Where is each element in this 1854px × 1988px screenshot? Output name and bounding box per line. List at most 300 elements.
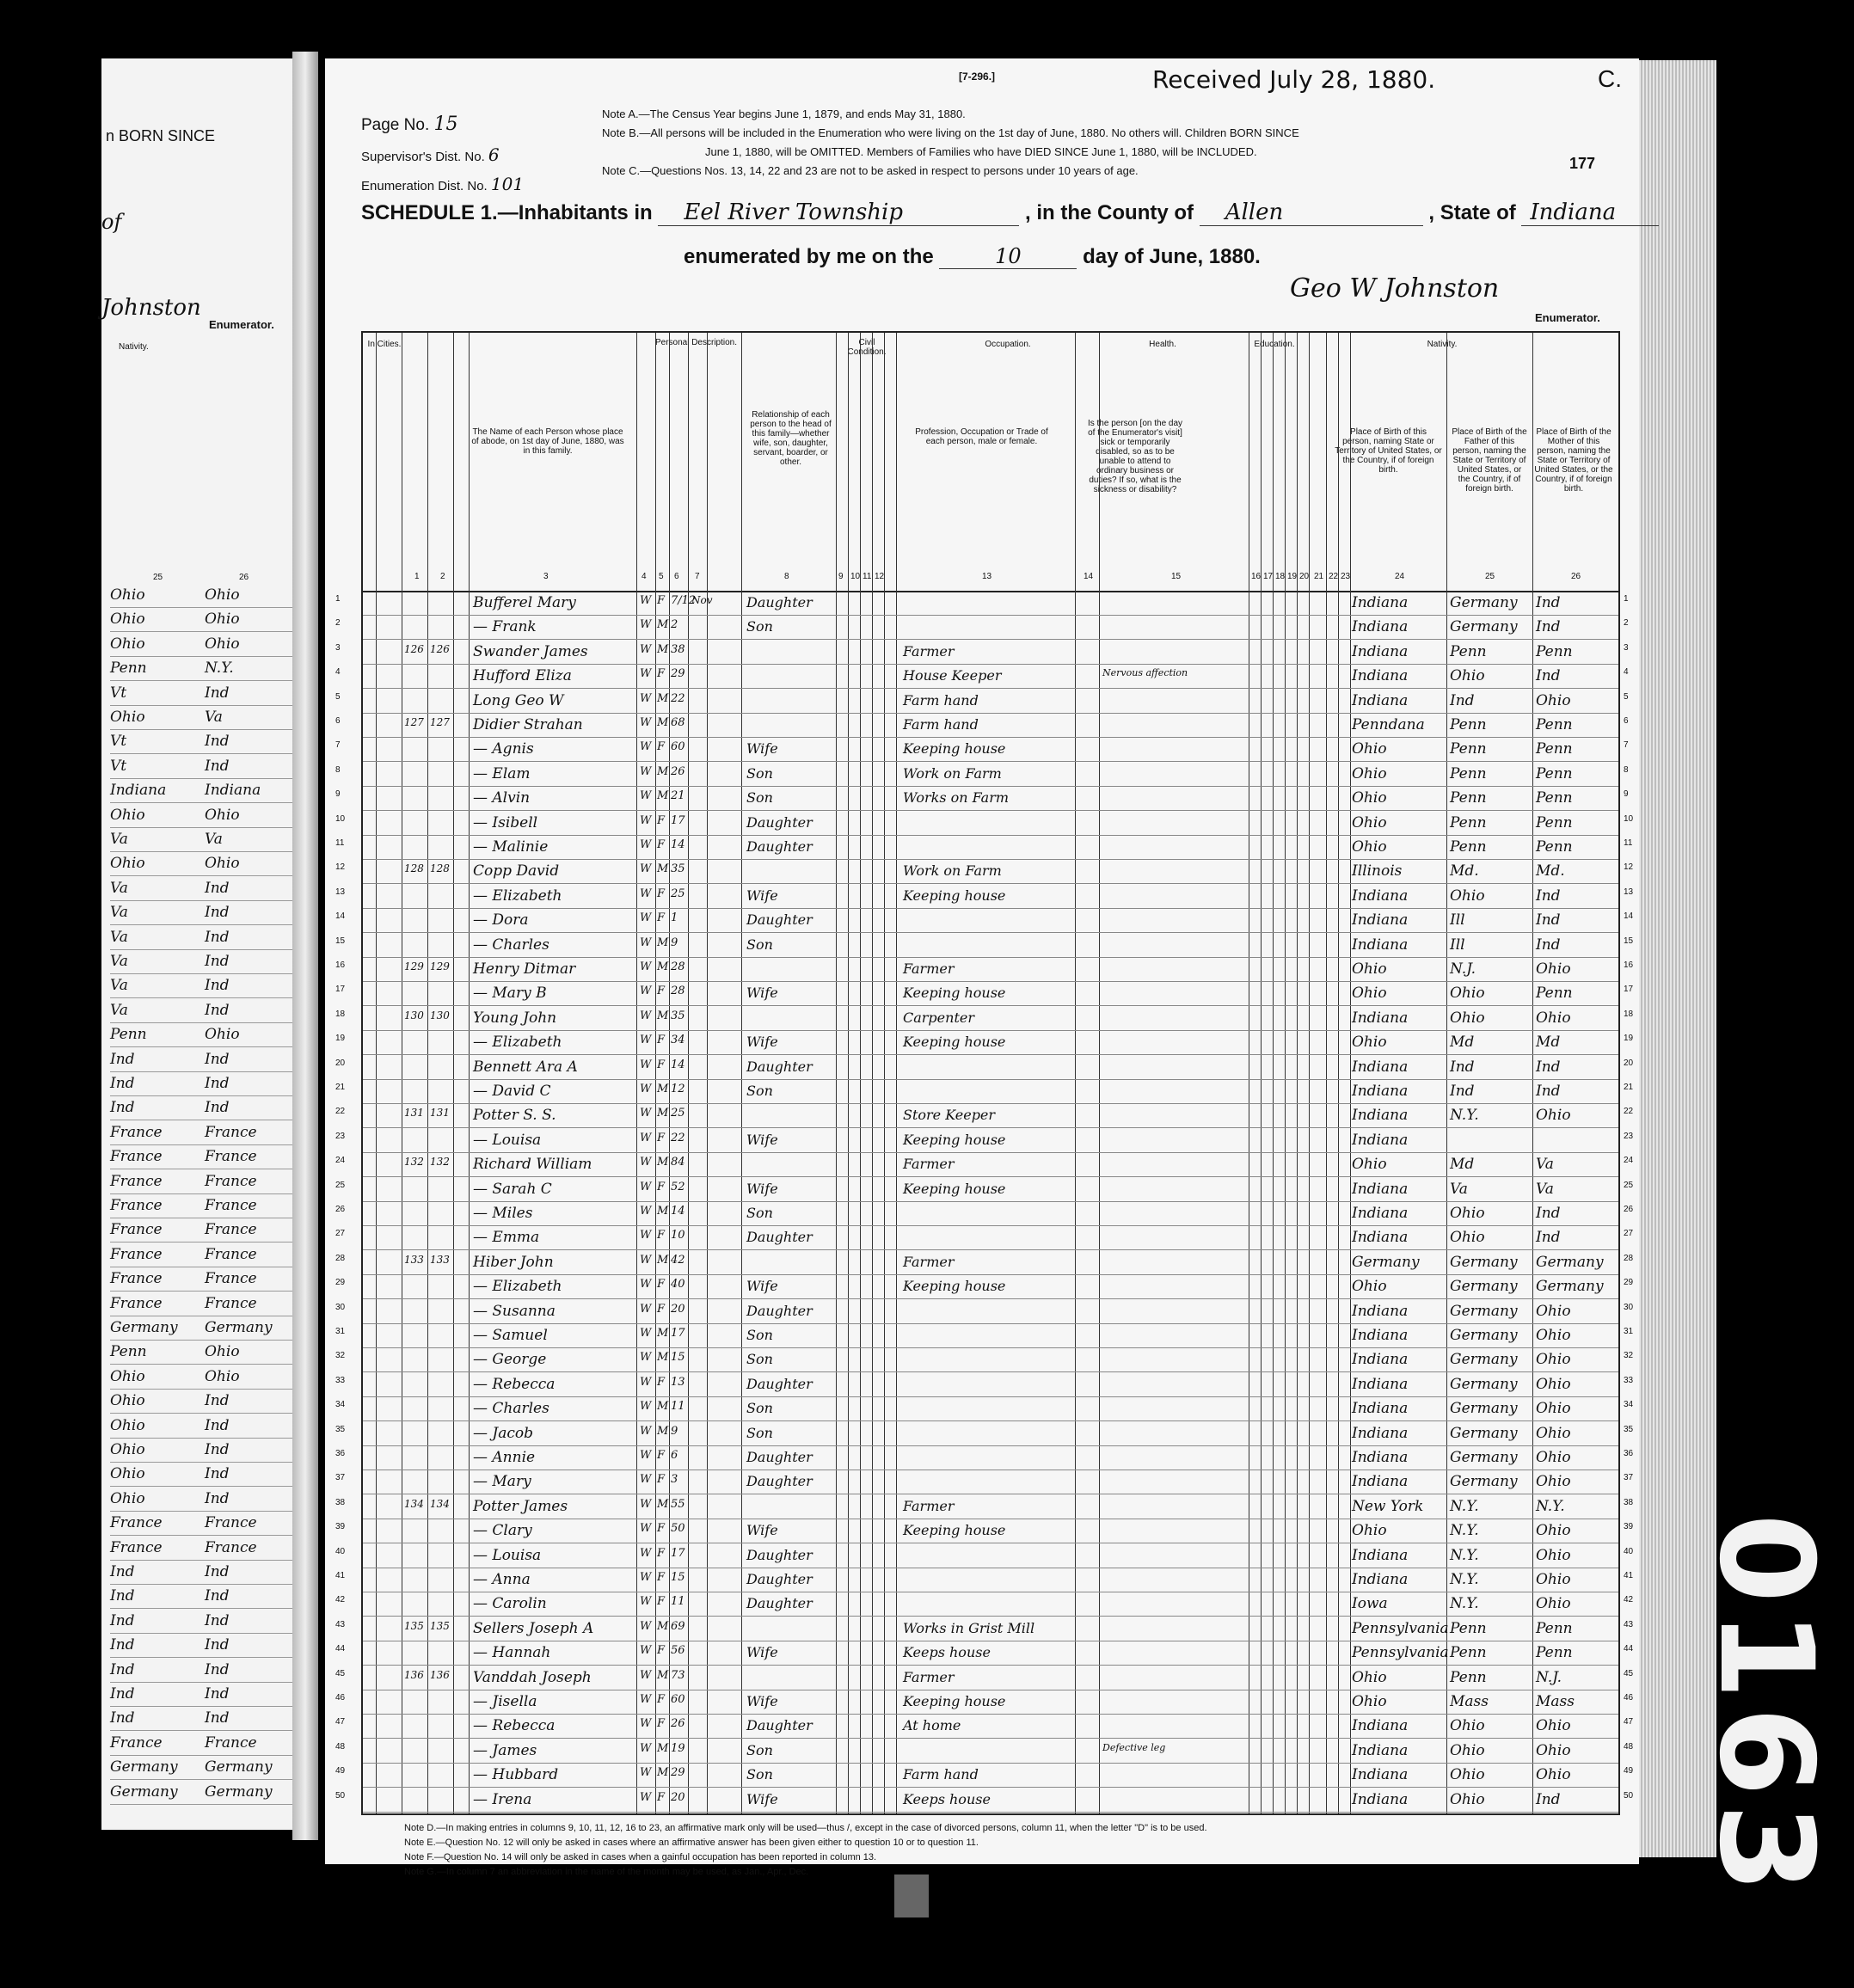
father-birthplace: Germany [1450, 618, 1518, 636]
table-row [335, 1055, 1634, 1080]
sex-value: M [657, 1009, 669, 1022]
birthplace: Indiana [1352, 1107, 1409, 1125]
age-value: 14 [671, 1058, 685, 1071]
occupation: Farmer [903, 1668, 955, 1685]
row-number: 36 [335, 1449, 346, 1458]
color-value: W [640, 1522, 652, 1536]
column-number: 12 [875, 572, 885, 581]
sex-value: F [657, 1375, 666, 1389]
occupation: Keeps house [903, 1644, 991, 1661]
column-header [363, 333, 1618, 592]
left-father-birth: Ohio [110, 1367, 145, 1385]
age-value: 22 [671, 691, 685, 705]
occupation: Keeping house [903, 1034, 1006, 1051]
color-value: W [640, 1741, 652, 1755]
left-father-birth: Ind [110, 1099, 135, 1117]
left-mother-birth: France [205, 1148, 257, 1166]
birthplace: Indiana [1352, 887, 1409, 905]
age-value: 19 [671, 1741, 685, 1755]
left-mother-birth: Ind [205, 1001, 230, 1019]
left-mother-birth: Ind [205, 904, 230, 922]
left-mother-birth: France [205, 1245, 257, 1263]
relationship: Daughter [746, 1571, 813, 1587]
color-value: W [640, 1107, 652, 1120]
age-value: 29 [671, 1766, 685, 1780]
person-name: — Miles [473, 1205, 533, 1222]
sex-value: M [657, 642, 669, 656]
row-number: 49 [335, 1766, 346, 1776]
left-list-item [110, 827, 308, 852]
relationship: Son [746, 1205, 773, 1221]
table-row [335, 1568, 1634, 1592]
age-value: 12 [671, 1083, 685, 1095]
sex-value: M [657, 716, 669, 729]
birthplace: Indiana [1352, 594, 1409, 611]
column-number: 20 [1299, 572, 1310, 581]
color-value: W [640, 716, 652, 729]
row-number-right: 33 [1624, 1375, 1634, 1385]
sex-value: M [657, 1253, 669, 1267]
enumerator-label: Enumerator. [1535, 311, 1600, 324]
left-mother-birth: Ind [205, 1416, 230, 1434]
person-name: Bufferel Mary [473, 594, 576, 611]
row-number-right: 6 [1624, 716, 1629, 726]
note-b2: June 1, 1880, will be OMITTED. Members of Families who have DIED SINCE June 1, 1880, will be INCLUDED. [705, 145, 1257, 158]
person-name: — Rebecca [473, 1375, 556, 1393]
table-row [335, 1788, 1634, 1813]
father-birthplace: Ind [1450, 1058, 1475, 1076]
left-list-item [110, 1682, 308, 1707]
row-number-right: 2 [1624, 618, 1629, 629]
left-mother-birth: Va [205, 831, 223, 848]
mother-birthplace: Penn [1536, 1644, 1573, 1662]
father-birthplace: Ill [1450, 911, 1465, 930]
left-father-birth: Ohio [110, 1416, 145, 1434]
left-mother-birth: Ind [205, 1489, 230, 1507]
row-number: 34 [335, 1400, 346, 1410]
row-number: 4 [335, 667, 341, 678]
occupation: Farmer [903, 1497, 955, 1514]
left-list-item [110, 1340, 308, 1365]
left-father-birth: Va [110, 953, 128, 970]
relationship: Son [746, 1400, 773, 1417]
row-number-right: 38 [1624, 1497, 1634, 1507]
row-number-right: 48 [1624, 1741, 1634, 1752]
table-row [335, 1763, 1634, 1788]
table-row [335, 640, 1629, 665]
left-father-birth: Penn [110, 660, 147, 678]
age-value: 25 [671, 1107, 685, 1120]
father-birthplace: Ohio [1450, 1009, 1485, 1027]
age-value: 21 [671, 789, 685, 803]
age-value: 50 [671, 1522, 685, 1536]
father-birthplace: Ill [1450, 936, 1465, 954]
row-number: 35 [335, 1424, 346, 1434]
row-number: 30 [335, 1302, 346, 1312]
age-value: 35 [671, 1009, 685, 1022]
mother-birthplace: Va [1536, 1156, 1554, 1174]
person-name: — Annie [473, 1449, 536, 1466]
left-father-birth: Ind [110, 1075, 135, 1092]
left-father-birth: Ind [110, 1563, 135, 1580]
row-number-right: 30 [1624, 1302, 1634, 1312]
color-value: W [640, 838, 652, 851]
relationship: Daughter [746, 813, 813, 831]
age-value: 9 [671, 936, 678, 949]
birthplace: Ohio [1352, 1278, 1387, 1296]
left-list-item [110, 1267, 308, 1292]
sex-value: M [657, 1156, 669, 1169]
left-father-birth: Va [110, 831, 128, 848]
received-stamp: Received July 28, 1880. [1152, 65, 1436, 94]
occupation: Work on Farm [903, 862, 1002, 880]
left-list-item [110, 1536, 308, 1561]
left-mother-birth: Ind [205, 1099, 230, 1117]
relationship: Son [746, 764, 773, 782]
health-heading: Health. [1149, 340, 1176, 349]
birthplace: Ohio [1352, 1693, 1387, 1710]
row-number-right: 40 [1624, 1546, 1634, 1556]
column-number: 13 [982, 572, 992, 581]
left-list-item [110, 583, 308, 608]
age-value: 7/12 [671, 594, 697, 607]
mother-birthplace: Penn [1536, 642, 1573, 660]
father-birthplace: Germany [1450, 1253, 1518, 1271]
mother-birthplace: Md [1536, 1034, 1561, 1052]
row-number: 7 [335, 740, 341, 751]
left-father-birth: France [110, 1172, 163, 1190]
row-number: 50 [335, 1790, 346, 1801]
birthplace: Indiana [1352, 1473, 1409, 1491]
age-value: 28 [671, 985, 685, 998]
table-row [335, 933, 1634, 958]
occupation: Farmer [903, 960, 955, 977]
left-list-item [110, 1511, 308, 1536]
table-row [335, 1470, 1634, 1494]
row-number-right: 10 [1624, 813, 1634, 824]
age-value: 69 [671, 1619, 685, 1633]
left-enumerator-sig: Johnston [101, 295, 201, 321]
left-list-item [110, 973, 308, 998]
row-number-right: 44 [1624, 1644, 1634, 1654]
mother-birthplace: Ohio [1536, 1473, 1571, 1491]
left-list-item [110, 1438, 308, 1463]
name-description: The Name of each Person whose place of abode, on 1st day of June, 1880, was in this family. [471, 427, 624, 456]
table-row [335, 859, 1634, 884]
table-row [335, 1030, 1634, 1055]
state: Indiana [1521, 199, 1659, 226]
left-father-birth: Vt [110, 733, 127, 751]
person-name: — Charles [473, 1400, 549, 1418]
person-name: — Hannah [473, 1644, 551, 1662]
age-value: 60 [671, 740, 685, 754]
birthplace: New York [1352, 1497, 1424, 1515]
sex-value: F [657, 1571, 666, 1584]
person-name: — Dora [473, 911, 529, 930]
color-value: W [640, 1644, 652, 1658]
dwelling-number: 132 [404, 1156, 424, 1169]
mother-birthplace: Ohio [1536, 1327, 1571, 1344]
age-value: 84 [671, 1156, 685, 1169]
person-name: — Elizabeth [473, 887, 562, 905]
family-number: 133 [430, 1253, 450, 1266]
left-father-birth: Ohio [110, 586, 145, 604]
row-number-right: 1 [1624, 594, 1629, 604]
enumerator-signature: Geo W Johnston [1290, 273, 1500, 304]
census-notes [602, 105, 1299, 181]
mother-birthplace: Ohio [1536, 1522, 1571, 1540]
row-number-right: 18 [1624, 1009, 1634, 1019]
color-value: W [640, 1009, 652, 1022]
person-name: — Louisa [473, 1131, 542, 1149]
color-value: W [640, 1327, 652, 1340]
left-mother-birth: Ind [205, 1075, 230, 1092]
relationship: Wife [746, 1790, 778, 1807]
color-value: W [640, 1668, 652, 1682]
mother-birthplace: Penn [1536, 789, 1573, 807]
left-list-item [110, 656, 308, 681]
left-father-birth: Ind [110, 1611, 135, 1629]
left-list-item [110, 681, 308, 706]
mother-birthplace: Ind [1536, 1790, 1561, 1808]
mother-birthplace: Germany [1536, 1278, 1604, 1296]
row-number: 33 [335, 1375, 346, 1385]
age-value: 29 [671, 667, 685, 681]
family-number: 134 [430, 1497, 450, 1510]
person-name: — Mary B [473, 985, 547, 1003]
row-number-right: 16 [1624, 960, 1634, 970]
age-value: 11 [671, 1595, 685, 1609]
color-value: W [640, 1619, 652, 1633]
birthplace: Indiana [1352, 1717, 1409, 1735]
color-value: W [640, 1473, 652, 1487]
age-value: 20 [671, 1302, 685, 1316]
age-value: 55 [671, 1497, 685, 1511]
person-name: Young John [473, 1009, 557, 1027]
left-mother-birth: Ohio [205, 806, 240, 824]
birthplace: Indiana [1352, 1083, 1409, 1100]
column-number: 25 [1485, 572, 1495, 581]
person-name: — Sarah C [473, 1180, 552, 1198]
family-number: 136 [430, 1668, 450, 1681]
footnote-e: Note E.—Question No. 12 will only be asked in cases where an affirmative answer has been given either to question 10 or to question 11. [404, 1838, 979, 1848]
person-name: — David C [473, 1083, 551, 1100]
birthplace: Pennsylvania [1352, 1644, 1449, 1662]
note-c: Note C.—Questions Nos. 13, 14, 22 and 23 are not to be asked in respect to persons under 10 years of age. [602, 164, 1139, 177]
sex-value: M [657, 1351, 669, 1365]
sex-value: M [657, 618, 669, 632]
relationship: Wife [746, 887, 778, 904]
left-mother-birth: Ind [205, 1465, 230, 1483]
occupation: Farm hand [903, 716, 979, 733]
left-father-birth: France [110, 1538, 163, 1556]
left-list-item [110, 949, 308, 974]
occupation: Farm hand [903, 1766, 979, 1783]
relationship: Son [746, 1741, 773, 1758]
row-number-right: 46 [1624, 1693, 1634, 1703]
birthplace: Indiana [1352, 1424, 1409, 1442]
left-father-birth: Ohio [110, 1489, 145, 1507]
occupation: Keeps house [903, 1790, 991, 1807]
left-list-item [110, 1316, 308, 1341]
left-father-birth: Va [110, 879, 128, 897]
father-birthplace: Ohio [1450, 887, 1485, 905]
sex-value: M [657, 1668, 669, 1682]
left-father-birth: Indiana [110, 782, 167, 800]
mother-birthplace: Penn [1536, 1619, 1573, 1637]
sex-value: F [657, 1034, 666, 1047]
left-list-item [110, 1755, 308, 1780]
table-row [335, 1225, 1634, 1250]
page-no [361, 114, 458, 135]
paper-clip-shadow [894, 1874, 929, 1917]
color-value: W [640, 1131, 652, 1144]
row-number: 20 [335, 1058, 346, 1068]
birthplace: Indiana [1352, 911, 1409, 930]
father-birthplace: Ind [1450, 691, 1475, 709]
column-number: 16 [1251, 572, 1262, 581]
relationship: Wife [746, 1522, 778, 1539]
dwelling-number: 127 [404, 716, 424, 728]
person-name: — Malinie [473, 838, 549, 856]
father-birthplace: Germany [1450, 1327, 1518, 1344]
relationship: Daughter [746, 1058, 813, 1075]
sex-value: M [657, 960, 669, 973]
left-mother-birth: Germany [205, 1782, 273, 1801]
footnote-d: Note D.—In making entries in columns 9, 10, 11, 12, 16 to 23, an affirmative mark only will be used—thus /, except in the case of divorced persons, column 11, when the letter "D" is to be used. [404, 1823, 1207, 1833]
person-name: Vanddah Joseph [473, 1668, 592, 1686]
birthplace: Indiana [1352, 642, 1409, 660]
occupation-description: Profession, Occupation or Trade of each person, male or female. [915, 427, 1048, 446]
sex-value: M [657, 1107, 669, 1120]
age-value: 56 [671, 1644, 685, 1658]
father-birthplace: Penn [1450, 813, 1487, 831]
person-name: — James [473, 1741, 537, 1759]
footnotes [404, 1821, 1207, 1880]
table-row [335, 1690, 1634, 1715]
color-value: W [640, 1058, 652, 1071]
color-value: W [640, 1253, 652, 1267]
row-number: 37 [335, 1473, 346, 1483]
relationship: Wife [746, 740, 778, 758]
birthplace: Ohio [1352, 740, 1387, 758]
relationship: Daughter [746, 838, 813, 855]
birthplace: Indiana [1352, 1302, 1409, 1320]
sex-value: M [657, 936, 669, 949]
color-value: W [640, 936, 652, 949]
left-father-birth: Vt [110, 684, 127, 702]
mother-birthplace: Ind [1536, 594, 1561, 611]
occupation: Works on Farm [903, 789, 1010, 807]
left-list-item [110, 851, 308, 876]
age-value: 10 [671, 1229, 685, 1242]
sex-value: F [657, 1546, 666, 1560]
relationship: Daughter [746, 1302, 813, 1319]
table-row [335, 1739, 1634, 1764]
mother-birthplace: Ohio [1536, 1400, 1571, 1418]
birthplace: Ohio [1352, 1156, 1387, 1174]
row-number: 15 [335, 936, 346, 946]
person-name: Sellers Joseph A [473, 1619, 594, 1637]
book-binding [292, 52, 318, 1840]
row-number: 44 [335, 1644, 346, 1654]
mother-birthplace: N.J. [1536, 1668, 1562, 1686]
color-value: W [640, 1083, 652, 1095]
table-row [335, 786, 1629, 811]
table-row [335, 1666, 1634, 1690]
row-number: 47 [335, 1717, 346, 1727]
relationship: Wife [746, 1693, 778, 1709]
row-number: 5 [335, 691, 341, 702]
enumeration-value: 101 [490, 174, 525, 194]
mother-birthplace: Penn [1536, 716, 1573, 733]
father-birthplace: Ohio [1450, 1229, 1485, 1247]
birthplace: Ohio [1352, 1522, 1387, 1540]
nativity-heading: Nativity. [1427, 340, 1458, 349]
color-value: W [640, 1180, 652, 1193]
row-number: 29 [335, 1278, 346, 1288]
color-value: W [640, 1034, 652, 1047]
row-number-right: 26 [1624, 1205, 1634, 1214]
father-birthplace: Va [1450, 1180, 1468, 1198]
left-mother-birth: France [205, 1197, 257, 1214]
table-row [335, 689, 1629, 714]
left-father-birth: Germany [110, 1782, 178, 1801]
left-mother-birth: Ind [205, 1563, 230, 1580]
mother-birthplace: Mass [1536, 1693, 1575, 1710]
sex-value: F [657, 740, 666, 754]
age-value: 9 [671, 1424, 678, 1438]
father-birthplace: Germany [1450, 1351, 1518, 1369]
column-number: 9 [838, 572, 844, 581]
left-father-birth: Ind [110, 1636, 135, 1654]
row-number-right: 12 [1624, 862, 1634, 873]
row-number: 38 [335, 1497, 346, 1507]
mother-birthplace: Ohio [1536, 1717, 1571, 1735]
left-mother-birth: France [205, 1733, 257, 1752]
color-value: W [640, 764, 652, 778]
birthplace: Indiana [1352, 1400, 1409, 1418]
birthplace: Ohio [1352, 960, 1387, 978]
age-value: 17 [671, 1546, 685, 1560]
left-list-item [110, 1487, 308, 1512]
sex-value: F [657, 667, 666, 681]
relationship-description: Relationship of each person to the head of this family—whether wife, son, daughter, servant, boarder, or other. [750, 410, 832, 467]
relationship: Wife [746, 985, 778, 1002]
left-mother-birth: France [205, 1514, 257, 1532]
occupation: Farmer [903, 1253, 955, 1270]
occupation: Work on Farm [903, 764, 1002, 782]
left-father-birth: Germany [110, 1319, 178, 1336]
sex-value: M [657, 1400, 669, 1414]
row-number-right: 5 [1624, 691, 1629, 702]
left-father-birth: France [110, 1514, 163, 1532]
note-b: Note B.—All persons will be included in the Enumeration who were living on the 1st day of June, 1880. No others will. Children BORN SINCE [602, 126, 1299, 139]
left-father-birth: Ind [110, 1685, 135, 1703]
table-row [335, 664, 1629, 689]
row-number-right: 50 [1624, 1790, 1634, 1801]
left-list-item [110, 1169, 308, 1194]
row-number-right: 22 [1624, 1107, 1634, 1117]
relationship: Daughter [746, 1473, 813, 1490]
sex-value: F [657, 1302, 666, 1316]
footnote-f: Note F.—Question No. 14 will only be asked in cases when a gainful occupation has been reported in column 13. [404, 1852, 877, 1862]
father-birthplace: Ohio [1450, 1766, 1485, 1784]
color-value: W [640, 887, 652, 900]
dwelling-number: 130 [404, 1009, 424, 1022]
birthplace: Ohio [1352, 1668, 1387, 1686]
left-list-item [110, 1047, 308, 1072]
